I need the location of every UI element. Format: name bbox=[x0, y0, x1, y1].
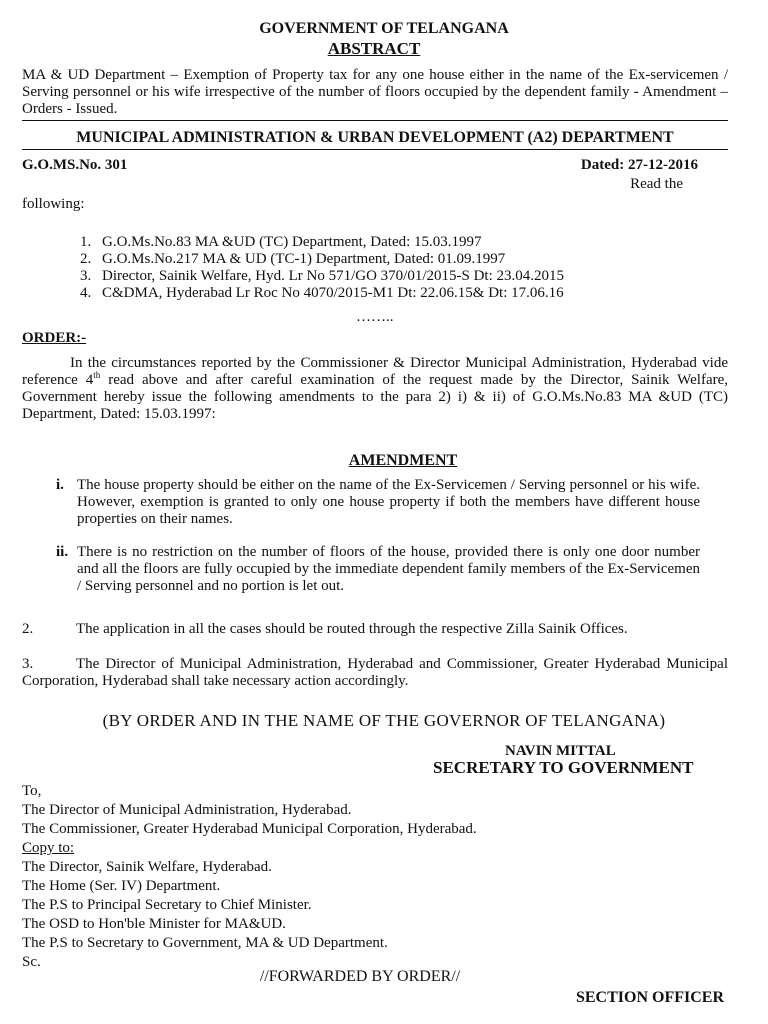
amendment-number: ii. bbox=[56, 544, 69, 560]
header-rule bbox=[22, 120, 728, 121]
amendment-heading: AMENDMENT bbox=[348, 452, 458, 469]
signatory-title: SECRETARY TO GOVERNMENT bbox=[433, 758, 694, 777]
go-date: Dated: 27-12-2016 bbox=[580, 157, 698, 173]
order-heading: ORDER:- bbox=[22, 330, 87, 346]
department-heading: MUNICIPAL ADMINISTRATION & URBAN DEVELOPMENT (A2) DEPARTMENT bbox=[76, 129, 674, 146]
signatory-name: NAVIN MITTAL bbox=[505, 743, 616, 759]
department-rule bbox=[22, 149, 728, 150]
paragraph-3-number: 3. bbox=[22, 656, 34, 672]
reference-number: 4. bbox=[80, 285, 92, 301]
copy-recipient: The P.S to Secretary to Government, MA & UD Department. bbox=[22, 935, 388, 951]
order-paragraph: In the circumstances reported by the Commissioner & Director Municipal Administration, Hyderabad vide reference 4th read above and after careful examination of the request made by the Director, Sainik Welfare, Government hereby issue the following amendments to the para 2) i) & ii) of G.O.Ms.No.83 MA &UD (TC) Department, Dated: 15.03.1997: bbox=[22, 355, 729, 422]
amendment-number: i. bbox=[56, 477, 64, 493]
separator-dots: …….. bbox=[356, 309, 394, 325]
paragraph-3-text: The Director of Municipal Administration, Hyderabad and Commissioner, Greater Hyderabad Municipal Corporation, Hyderabad shall take necessary action accordingly. bbox=[22, 656, 728, 689]
reference-text: G.O.Ms.No.83 MA &UD (TC) Department, Dated: 15.03.1997 bbox=[102, 234, 482, 250]
following-text: following: bbox=[22, 196, 85, 212]
forwarded-line: //FORWARDED BY ORDER// bbox=[259, 968, 461, 985]
go-number: G.O.MS.No. 301 bbox=[22, 157, 128, 173]
reference-text: G.O.Ms.No.217 MA & UD (TC-1) Department, Dated: 01.09.1997 bbox=[102, 251, 506, 267]
to-recipient: The Director of Municipal Administration, Hyderabad. bbox=[22, 802, 352, 818]
paragraph-2-text: The application in all the cases should be routed through the respective Zilla Sainik Offices. bbox=[76, 621, 628, 637]
read-the-text: Read the bbox=[630, 176, 683, 192]
reference-number: 2. bbox=[80, 251, 92, 267]
reference-number: 1. bbox=[80, 234, 92, 250]
amendment-text: The house property should be either on the name of the Ex-Servicemen / Serving personnel or his wife. However, exemption is granted to only one house property if both the members have different house properties on their names. bbox=[77, 477, 700, 527]
abstract-label: ABSTRACT bbox=[327, 39, 421, 58]
section-officer: SECTION OFFICER bbox=[575, 989, 724, 1006]
amendment-text: There is no restriction on the number of floors of the house, provided there is only one door number and all the floors are fully occupied by the immediate dependent family members of the Ex-Servicemen / Serving personnel and no portion is let out. bbox=[77, 544, 700, 594]
copy-recipient: Sc. bbox=[22, 954, 41, 970]
copy-to-label: Copy to: bbox=[22, 840, 75, 856]
abstract-text: MA & UD Department – Exemption of Property tax for any one house either in the name of the Ex-servicemen / Serving personnel or his wife irrespective of the number of floors occupied by the dependent family - Amendment – Orders - Issued. bbox=[22, 67, 728, 117]
reference-number: 3. bbox=[80, 268, 92, 284]
paragraph-2-number: 2. bbox=[22, 621, 34, 637]
copy-recipient: The OSD to Hon'ble Minister for MA&UD. bbox=[22, 916, 286, 932]
to-label: To, bbox=[22, 783, 42, 799]
copy-recipient: The Home (Ser. IV) Department. bbox=[22, 878, 221, 894]
reference-text: Director, Sainik Welfare, Hyd. Lr No 571/GO 370/01/2015-S Dt: 23.04.2015 bbox=[102, 268, 565, 284]
copy-recipient: The Director, Sainik Welfare, Hyderabad. bbox=[22, 859, 272, 875]
by-order-line: (BY ORDER AND IN THE NAME OF THE GOVERNOR OF TELANGANA) bbox=[102, 711, 666, 730]
to-recipient: The Commissioner, Greater Hyderabad Municipal Corporation, Hyderabad. bbox=[22, 821, 477, 837]
paragraph-3 bbox=[22, 656, 728, 690]
addressee-block bbox=[22, 783, 477, 973]
reference-text: C&DMA, Hyderabad Lr Roc No 4070/2015-M1 Dt: 22.06.15& Dt: 17.06.16 bbox=[102, 285, 564, 301]
government-heading: GOVERNMENT OF TELANGANA bbox=[259, 20, 509, 37]
copy-recipient: The P.S to Principal Secretary to Chief Minister. bbox=[22, 897, 312, 913]
